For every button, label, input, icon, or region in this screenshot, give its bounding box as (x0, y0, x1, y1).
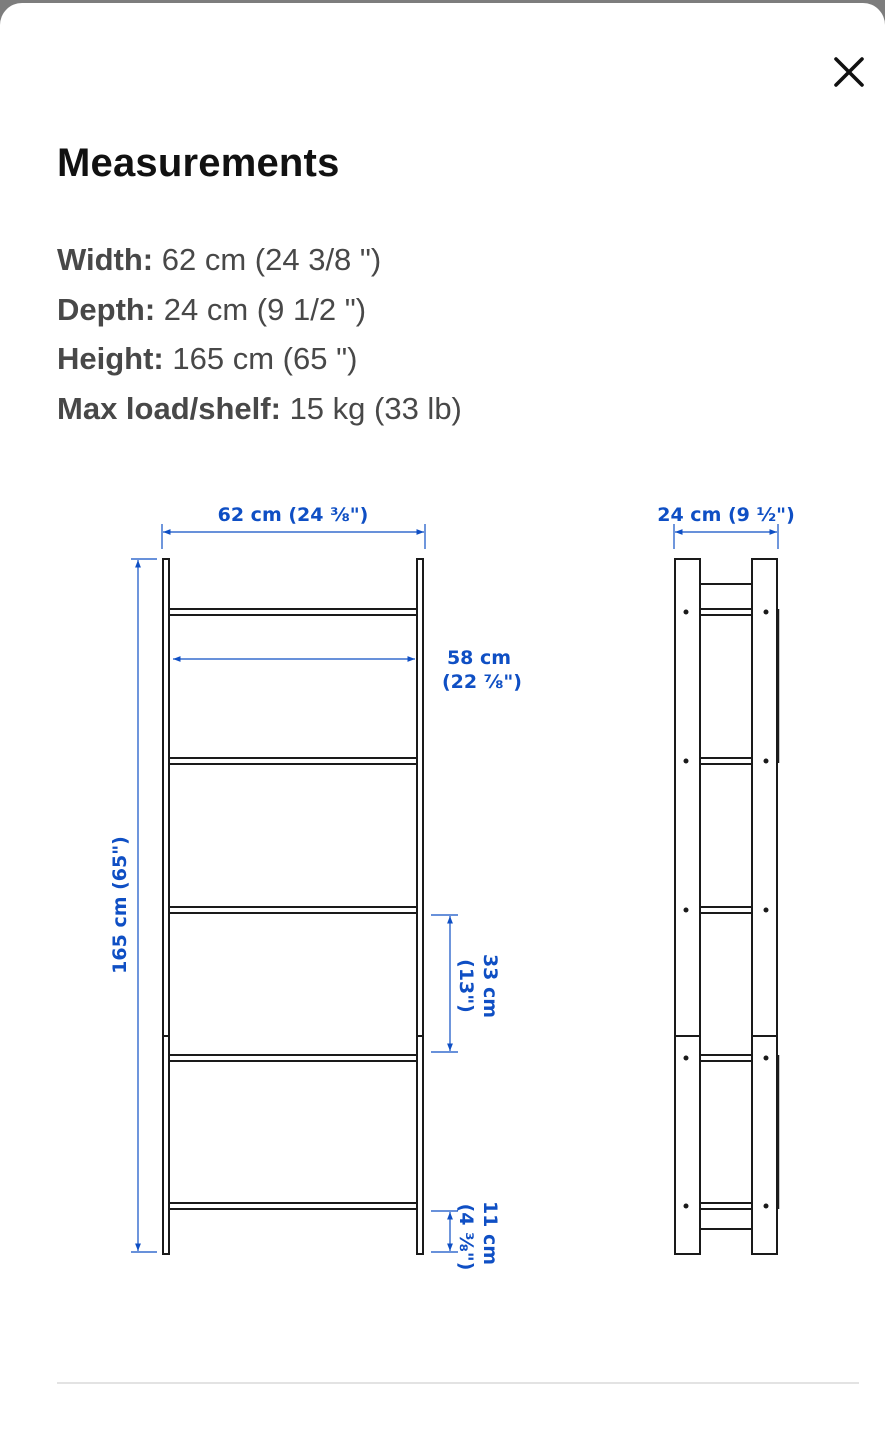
inner-width-label-line2: (22 ⅞") (442, 671, 522, 693)
spec-label: Height: (57, 341, 164, 376)
spec-depth (57, 285, 462, 335)
close-icon (822, 47, 874, 99)
page-title: Measurements (57, 141, 340, 185)
shelf-spacing-dimension (431, 915, 501, 1052)
height-dimension (109, 559, 157, 1252)
depth-dimension-label: 24 cm (9 ½") (657, 504, 795, 526)
front-view-shelf (163, 559, 423, 1254)
spec-value: 62 cm (24 3/8 ") (161, 242, 382, 277)
measurement-diagram (0, 473, 885, 1293)
divider (57, 1382, 859, 1384)
spec-value: 24 cm (9 1/2 ") (163, 291, 367, 327)
height-dimension-label: 165 cm (65") (109, 836, 131, 974)
close-button[interactable] (822, 47, 874, 99)
spec-list (57, 235, 462, 433)
side-view-shelf (675, 559, 778, 1254)
bottom-clearance-label-line1: 11 cm (479, 1200, 501, 1266)
bottom-clearance-label-line2: (4 ⅜") (455, 1203, 477, 1271)
measurements-sheet (0, 3, 885, 1440)
spec-label: Depth: (57, 291, 156, 327)
spec-width (57, 235, 462, 285)
inner-width-dimension (173, 647, 522, 693)
spec-value: 15 kg (33 lb) (289, 390, 462, 426)
shelf-spacing-label-line2: (13") (455, 959, 477, 1013)
spec-label: Width: (57, 242, 154, 277)
depth-dimension (657, 504, 795, 549)
spec-value: 165 cm (65 ") (172, 341, 358, 376)
spec-label: Max load/shelf: (57, 390, 281, 426)
spec-height (57, 334, 462, 384)
width-dimension (162, 504, 425, 549)
width-dimension-label: 62 cm (24 ⅜") (217, 504, 369, 526)
inner-width-label-line1: 58 cm (446, 647, 512, 669)
shelf-spacing-label-line1: 33 cm (479, 953, 501, 1019)
spec-max-load (57, 384, 462, 434)
bottom-clearance-dimension (431, 1201, 501, 1270)
